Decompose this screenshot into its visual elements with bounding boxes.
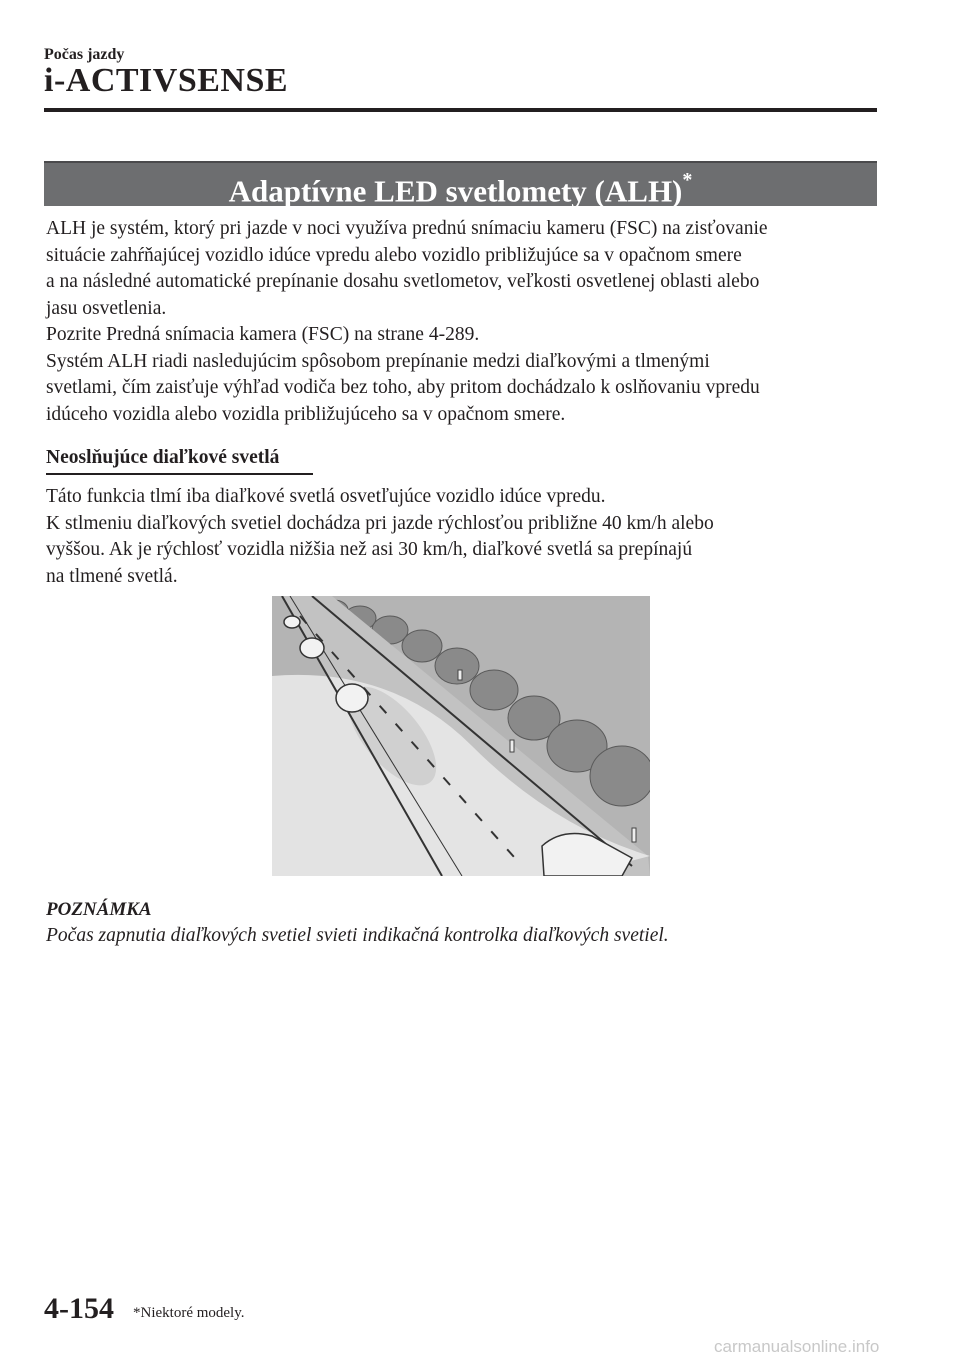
subsection-paragraph <box>46 484 886 590</box>
note-text: Počas zapnutia diaľkových svetiel svieti indikačná kontrolka diaľkových svetiel. <box>46 925 669 946</box>
intro-line: jasu osvetlenia. <box>46 297 167 319</box>
intro-line: svetlami, čím zaisťuje výhľad vodiča bez toho, aby pritom dochádzalo k oslňovaniu vpredu <box>46 377 760 398</box>
header-divider <box>44 108 877 112</box>
section-title: Adaptívne LED svetlomety (ALH) <box>228 173 683 209</box>
alh-illustration <box>272 596 650 876</box>
running-head: Počas jazdy <box>44 46 125 63</box>
footnote: *Niektoré modely. <box>133 1305 245 1321</box>
intro-paragraph <box>46 216 886 428</box>
subsection-line: Táto funkcia tlmí iba diaľkové svetlá osvetľujúce vozidlo idúce vpredu. <box>46 486 606 507</box>
watermark: carmanualsonline.info <box>714 1337 880 1356</box>
intro-line: a na následné automatické prepínanie dosahu svetlometov, veľkosti osvetlenej oblasti alebo <box>46 271 760 292</box>
subsection-line: na tlmené svetlá. <box>46 565 178 587</box>
page-number: 4-154 <box>44 1292 114 1325</box>
subsection-heading: Neoslňujúce diaľkové svetlá <box>46 447 280 468</box>
subsection-heading-underline <box>46 473 313 475</box>
intro-line: ALH je systém, ktorý pri jazde v noci využíva prednú snímaciu kameru (FSC) na zisťovanie <box>46 218 768 239</box>
intro-line: Systém ALH riadi nasledujúcim spôsobom prepínanie medzi diaľkovými a tlmenými <box>46 350 710 372</box>
subsection-line: K stlmeniu diaľkových svetiel dochádza pri jazde rýchlosťou približne 40 km/h alebo <box>46 512 714 534</box>
intro-line: Pozrite Predná snímacia kamera (FSC) na strane 4-289. <box>46 324 480 345</box>
intro-line: situácie zahŕňajúcej vozidlo idúce vpredu alebo vozidlo približujúce sa v opačnom smere <box>46 244 742 266</box>
subsection-line: vyššou. Ak je rýchlosť vozidla nižšia než asi 30 km/h, diaľkové svetlá sa prepínajú <box>46 539 693 560</box>
note-title: POZNÁMKA <box>46 899 152 920</box>
section-title-banner <box>44 161 877 209</box>
section-title-footnote-mark: * <box>682 169 693 191</box>
intro-line: idúceho vozidla alebo vozidla približujúceho sa v opačnom smere. <box>46 403 566 425</box>
chapter-title: i-ACTIVSENSE <box>44 62 289 99</box>
